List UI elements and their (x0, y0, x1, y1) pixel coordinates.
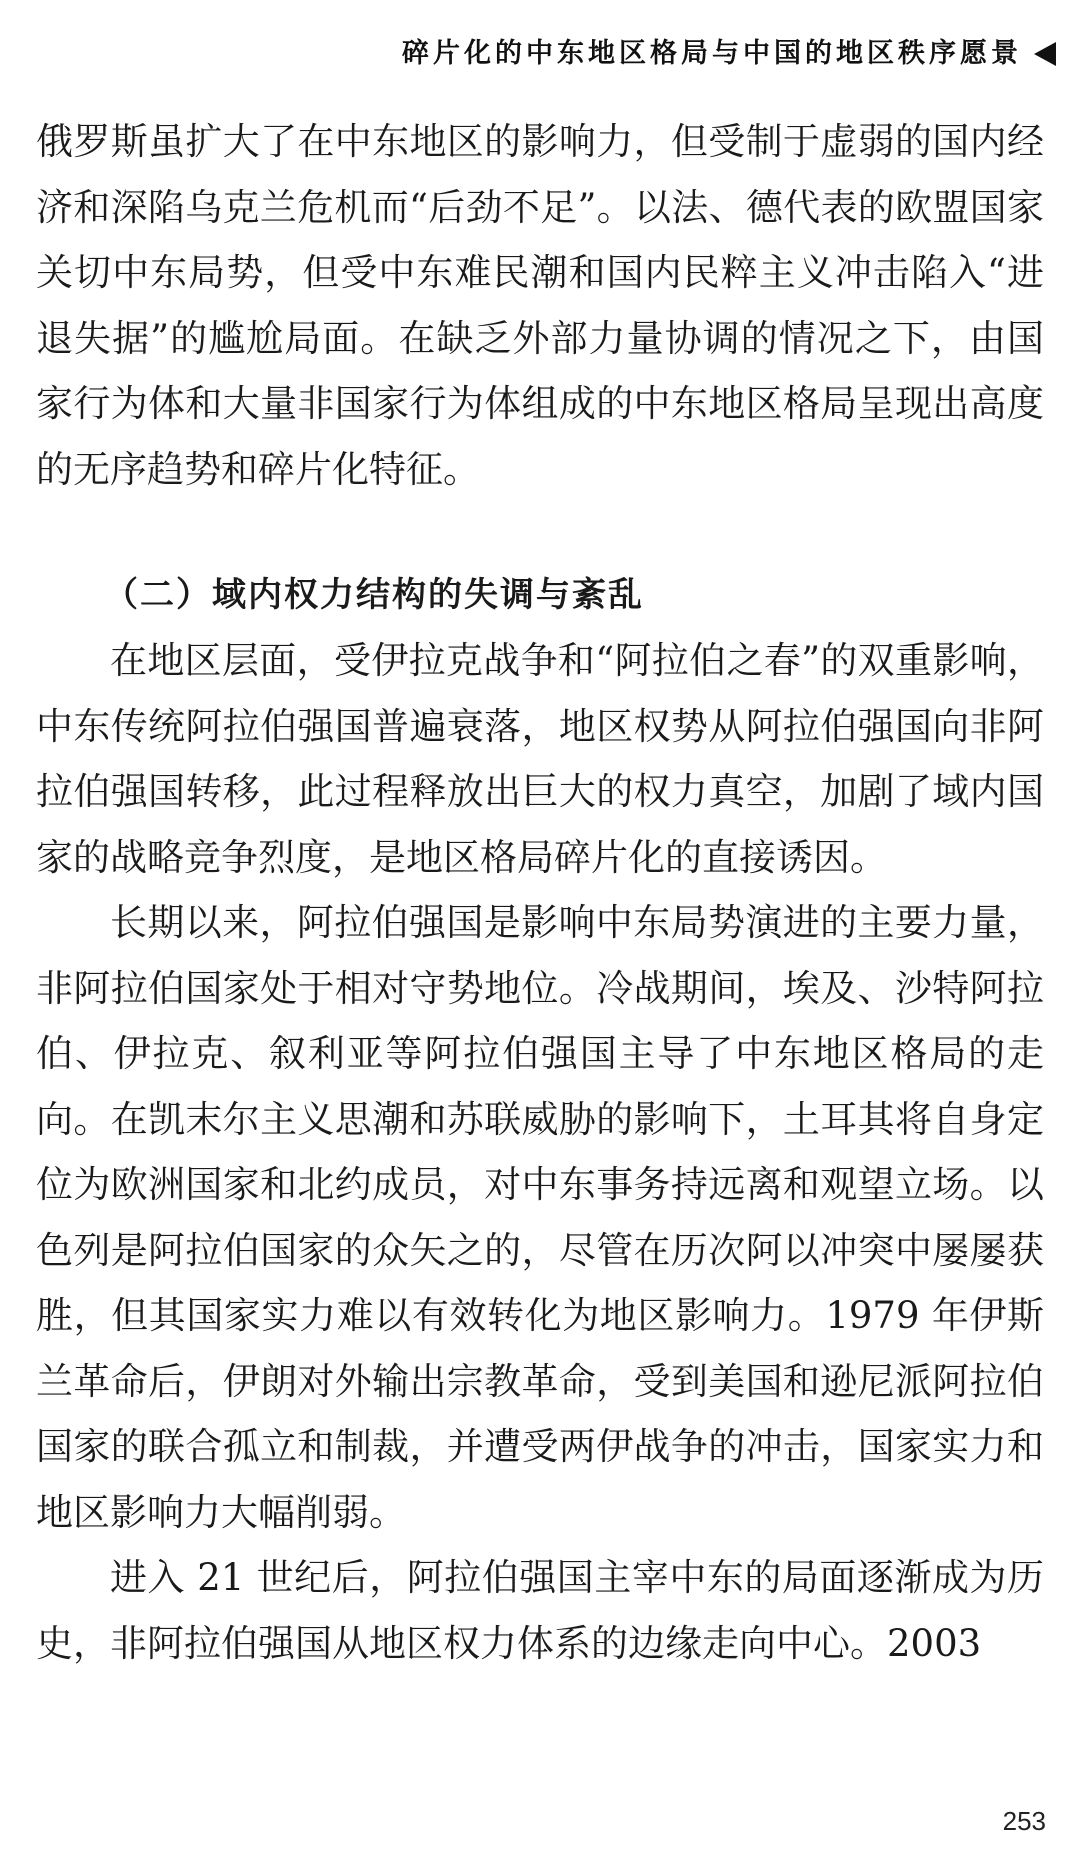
paragraph: 长期以来，阿拉伯强国是影响中东局势演进的主要力量，非阿拉伯国家处于相对守势地位。冷战期间，埃及、沙特阿拉伯、伊拉克、叙利亚等阿拉伯强国主导了中东地区格局的走向。在凯末尔主义思潮和苏联威胁的影响下，土耳其将自身定位为欧洲国家和北约成员，对中东事务持远离和观望立场。以色列是阿拉伯国家的众矢之的，尽管在历次阿以冲突中屡屡获胜，但其国家实力难以有效转化为地区影响力。1979 年伊斯兰革命后，伊朗对外输出宗教革命，受到美国和逊尼派阿拉伯国家的联合孤立和制裁，并遭受两伊战争的冲击，国家实力和地区影响力大幅削弱。 (36, 901, 1044, 1534)
page-number: 253 (1002, 1806, 1046, 1836)
paragraph: 进入 21 世纪后，阿拉伯强国主宰中东的局面逐渐成为历史，非阿拉伯强国从地区权力体系的边缘走向中心。2003 (36, 1556, 1044, 1665)
running-title: 碎片化的中东地区格局与中国的地区秩序愿景 (402, 38, 1022, 69)
section-heading: （二）域内权力结构的失调与紊乱 (104, 575, 644, 615)
page-body (36, 109, 1044, 1676)
paragraph: 在地区层面，受伊拉克战争和“阿拉伯之春”的双重影响，中东传统阿拉伯强国普遍衰落，地区权势从阿拉伯强国向非阿拉伯强国转移，此过程释放出巨大的权力真空，加剧了域内国家的战略竞争烈度，是地区格局碎片化的直接诱因。 (36, 639, 1044, 879)
left-triangle-icon (1034, 42, 1056, 66)
paragraph: 俄罗斯虽扩大了在中东地区的影响力，但受制于虚弱的国内经济和深陷乌克兰危机而“后劲不足”。以法、德代表的欧盟国家关切中东局势，但受中东难民潮和国内民粹主义冲击陷入“进退失据”的尴尬局面。在缺乏外部力量协调的情况之下，由国家行为体和大量非国家行为体组成的中东地区格局呈现出高度的无序趋势和碎片化特征。 (36, 120, 1044, 491)
running-header (402, 34, 1056, 74)
